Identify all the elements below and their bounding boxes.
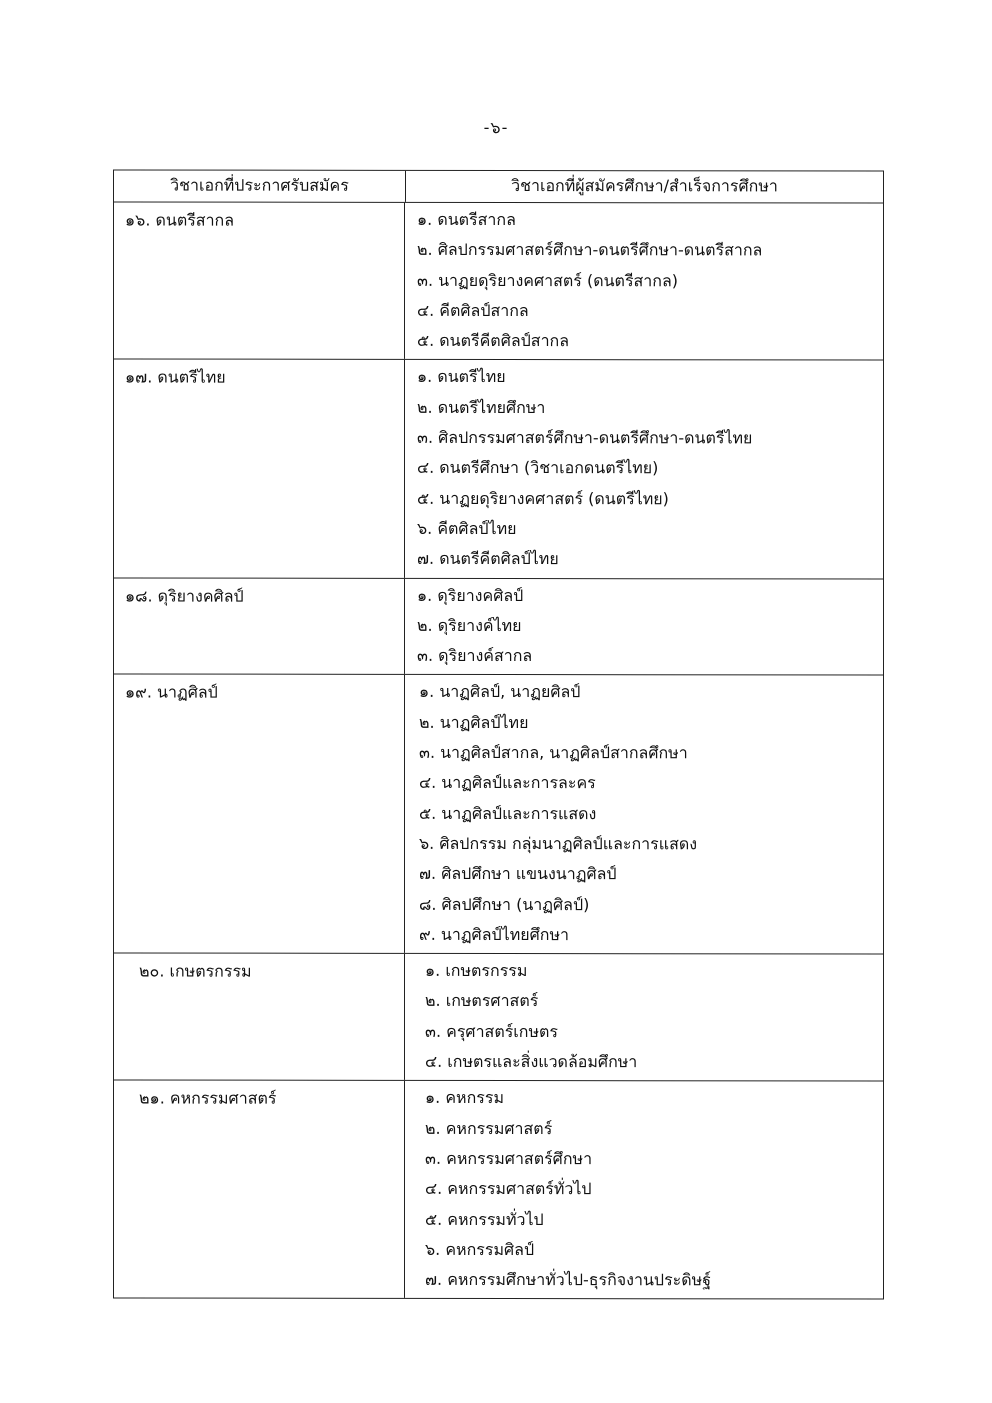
list-item: ๗. ศิลปศึกษา แขนงนาฏศิลป์ [419, 864, 617, 884]
list-item: ๒. เกษตรศาสตร์ [425, 991, 539, 1011]
list-item: ๓. นาฏศิลป์สากล, นาฏศิลป์สากลศึกษา [419, 742, 688, 763]
list-item: ๔. คหกรรมศาสตร์ทั่วไป [425, 1179, 592, 1199]
header-announced-major: วิชาเอกที่ประกาศรับสมัคร [114, 170, 406, 201]
announced-major-cell: ๑๙. นาฏศิลป์ [114, 675, 405, 953]
announced-major-cell: ๒๑. คหกรรมศาสตร์ [114, 1081, 405, 1298]
list-item: ๒. ดุริยางค์ไทย [417, 615, 522, 635]
list-item: ๖. ศิลปกรรม กลุ่มนาฏศิลป์และการแสดง [419, 833, 698, 854]
list-item: ๔. ดนตรีศึกษา (วิชาเอกดนตรีไทย) [417, 458, 659, 478]
list-item: ๖. คีตศิลป์ไทย [417, 518, 517, 538]
list-item: ๘. ศิลปศึกษา (นาฏศิลป์) [419, 894, 590, 914]
list-item: ๓. ดุริยางค์สากล [417, 646, 533, 666]
list-item: ๔. นาฏศิลป์และการละคร [419, 773, 596, 793]
applicant-majors-cell [405, 675, 883, 953]
list-item: ๒. ศิลปกรรมศาสตร์ศึกษา-ดนตรีศึกษา-ดนตรีสากล [417, 240, 763, 260]
applicant-majors-cell [405, 578, 883, 675]
list-item: ๑. คหกรรม [425, 1088, 504, 1108]
list-item: ๔. คีตศิลป์สากล [417, 300, 529, 320]
list-item: ๑. เกษตรกรรม [425, 961, 528, 981]
list-item: ๕. นาฏศิลป์และการแสดง [419, 803, 597, 823]
applicant-majors-cell [405, 1081, 883, 1299]
list-item: ๑. ดนตรีสากล [417, 209, 516, 230]
list-item: ๗. คหกรรมศึกษาทั่วไป-ธุรกิจงานประดิษฐ์ [425, 1269, 712, 1290]
list-item: ๓. นาฏยดุริยางคศาสตร์ (ดนตรีสากล) [417, 270, 679, 290]
list-item: ๒. ดนตรีไทยศึกษา [417, 397, 546, 417]
table-header [114, 170, 883, 203]
announced-major-cell: ๑๘. ดุริยางคศิลป์ [114, 578, 405, 674]
header-applicant-major: วิชาเอกที่ผู้สมัครศึกษา/สำเร็จการศึกษา [511, 176, 778, 196]
list-item: ๑. ดุริยางคศิลป์ [417, 585, 524, 605]
list-item: ๔. เกษตรและสิ่งแวดล้อมศึกษา [425, 1051, 638, 1072]
applicant-majors-cell [405, 954, 883, 1081]
applicant-majors-cell [405, 360, 883, 578]
list-item: ๕. คหกรรมทั่วไป [425, 1209, 544, 1229]
table-row [114, 360, 883, 579]
applicant-majors-cell [405, 203, 883, 360]
list-item: ๒. คหกรรมศาสตร์ [425, 1118, 553, 1138]
list-item: ๓. ศิลปกรรมศาสตร์ศึกษา-ดนตรีศึกษา-ดนตรีไทย [417, 427, 753, 448]
list-item: ๖. คหกรรมศิลป์ [425, 1239, 535, 1259]
table-row [114, 202, 883, 361]
list-item: ๓. ครุศาสตร์เกษตร [425, 1021, 558, 1041]
list-item: ๗. ดนตรีคีตศิลป์ไทย [417, 549, 559, 569]
list-item: ๒. นาฏศิลป์ไทย [419, 712, 529, 732]
table-row [114, 1081, 883, 1299]
list-item: ๕. ดนตรีคีตศิลป์สากล [417, 331, 570, 351]
table-row [114, 675, 883, 955]
table-row [114, 954, 883, 1082]
list-item: ๑. ดนตรีไทย [417, 367, 506, 387]
announced-major-cell: ๑๖. ดนตรีสากล [114, 202, 405, 359]
table-row [114, 578, 883, 676]
majors-table [113, 169, 884, 1299]
announced-major-cell: ๒๐. เกษตรกรรม [114, 954, 405, 1081]
list-item: ๓. คหกรรมศาสตร์ศึกษา [425, 1148, 593, 1169]
table-body [114, 202, 883, 1298]
list-item: ๕. นาฏยดุริยางคศาสตร์ (ดนตรีไทย) [417, 488, 669, 508]
page-number: -๖- [483, 118, 509, 137]
list-item: ๙. นาฏศิลป์ไทยศึกษา [419, 924, 570, 944]
list-item: ๑. นาฏศิลป์, นาฏยศิลป์ [419, 682, 581, 702]
announced-major-cell: ๑๗. ดนตรีไทย [114, 360, 405, 577]
